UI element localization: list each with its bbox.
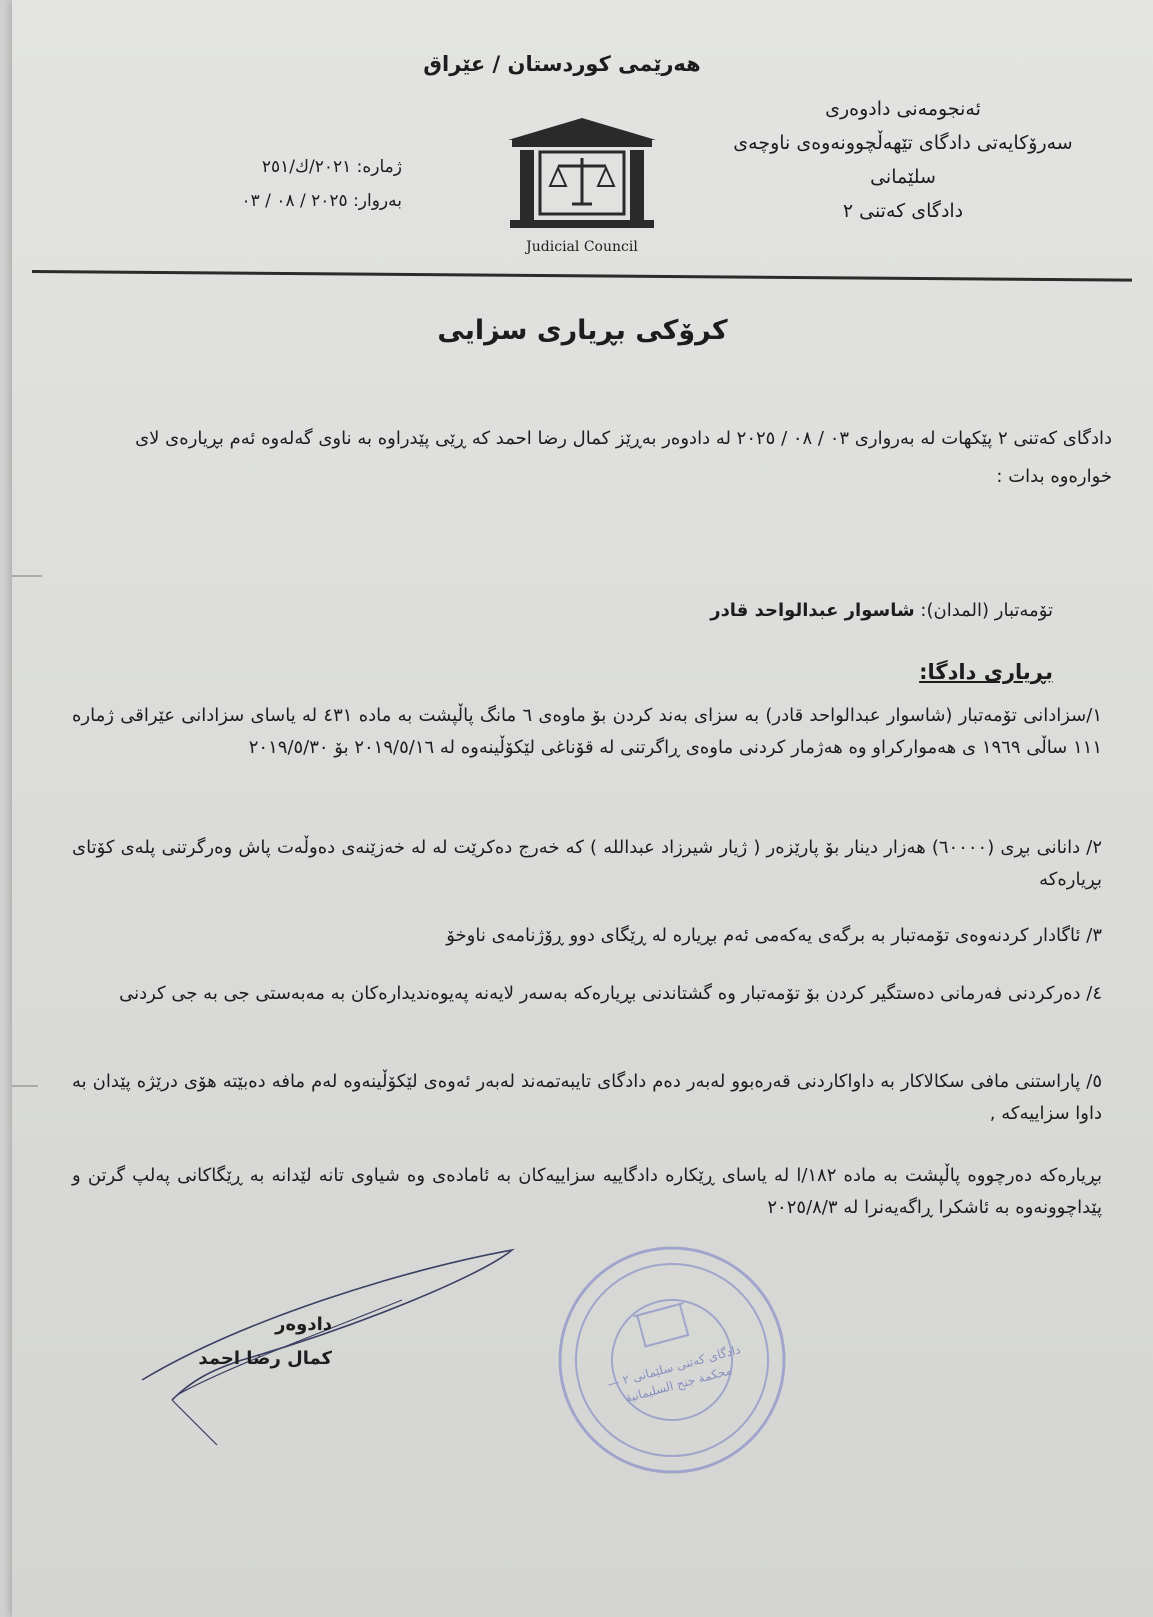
region-heading: هەرێمی کوردستان / عێراق — [423, 52, 701, 76]
judicial-council-emblem — [502, 112, 662, 262]
emblem-label: Judicial Council — [526, 239, 638, 255]
court-line-1: ئەنجومەنی دادوەری — [825, 98, 981, 120]
number-label: ژمارە: — [356, 157, 402, 177]
number-value: ٢٠٢١/ك/٢٥١ — [261, 157, 352, 177]
date-label: بەروار: — [353, 191, 402, 211]
document-title: کرۆکی بڕیاری سزایی — [437, 315, 728, 346]
reference-date — [142, 184, 402, 218]
verdict-item-5: ٥/ پاراستنی مافی سکالاکار بە داواکاردنی قەرەبوو لەبەر دەم دادگای تایبەتمەند لەبەر ئەوەی لێکۆڵینەوە لەم مافە دەبێتە هۆی درێژە پێدان بە داوا سزاییەکە , — [72, 1071, 1102, 1124]
court-line-4: دادگای کەتنی ٢ — [842, 200, 964, 222]
header-divider — [32, 270, 1132, 282]
judge-name: کمال رضا احمد — [198, 1348, 332, 1369]
closing-paragraph: بڕیارەکە دەرچووە پاڵپشت بە ماده ١٨٢/ا لە یاسای ڕێکارە دادگاییە سزاییەکان بە ئامادەی وە شیاوی تانە لێدانە بە ڕێگاکانی پەلپ گرتن و پێداچوونەوە بە ئاشکرا ڕاگەیەنرا لە ٢٠٢٥/٨/٣ — [72, 1165, 1102, 1218]
date-value: ٢٠٢٥ / ٠٨ / ٠٣ — [241, 191, 348, 211]
reference-number — [142, 150, 402, 184]
intro-paragraph: دادگای کەتنی ٢ پێکهات لە بەرواری ٠٣ / ٠٨ / ٢٠٢٥ لە دادوەر بەڕێز کمال رضا احمد کە ڕێی پێدراوە بە ناوی گەلەوە ئەم بڕیارەی لای خوارەوە بدات : — [135, 428, 1112, 487]
verdict-heading: بڕیاری دادگا: — [919, 660, 1053, 684]
court-heading — [693, 92, 1113, 228]
verdict-item-3: ٣/ ئاگادار کردنەوەی تۆمەتبار بە برگەی یەکەمی ئەم بڕیارە لە ڕێگای دوو ڕۆژنامەی ناوخۆ — [446, 925, 1102, 946]
court-seal-stamp — [525, 1213, 819, 1507]
court-line-3: سلێمانی — [870, 166, 936, 188]
accused-label: تۆمەتبار (المدان): — [920, 600, 1053, 621]
courthouse-scales-icon — [502, 112, 662, 237]
accused-line — [253, 600, 1053, 621]
accused-name: شاسوار عبدالواحد قادر — [710, 600, 915, 621]
stamp-text: دادگای کەتنی سلێمانی ٢ — محكمة جنح السليمانية — [605, 1342, 742, 1406]
verdict-item-4: ٤/ دەرکردنی فەرمانی دەستگیر کردن بۆ تۆمەتبار وە گشتاندنی بڕیارەکە بەسەر لایەنە پەیوەندیدارەکان بە مەبەستی جی بە جی کردنی — [119, 983, 1102, 1004]
verdict-item-1: ١/سزادانی تۆمەتبار (شاسوار عبدالواحد قادر) بە سزای بەند کردن بۆ ماوەی ٦ مانگ پاڵپشت بە ماده ٤٣١ لە یاسای سزادانی عێراقی ژمارە ١١١ ساڵی ١٩٦٩ ی هەموارکراو وە هەژمار کردنی ماوەی ڕاگرتنی لە قۆناغی لێکۆڵینەوە لە ٢٠١٩/٥/١٦ بۆ ٢٠١٩/٥/٣٠ — [72, 705, 1102, 758]
verdict-item-2: ٢/ دانانی بڕی (٦٠٠٠٠) هەزار دینار بۆ پارێزەر ( ژیار شیرزاد عبداللە ) کە خەرج دەکرێت لە لە خەزێنەی دەوڵەت پاش وەرگرتنی پلەی کۆتای بڕیارەکە — [72, 837, 1102, 890]
court-line-2: سەرۆکایەتی دادگای تێهەڵچوونەوەی ناوچەی — [733, 132, 1073, 154]
judge-block — [132, 1308, 332, 1376]
judge-title: دادوەر — [275, 1314, 332, 1335]
reference-block — [142, 150, 402, 218]
paper-edge-marks — [12, 0, 52, 1617]
document-page — [12, 0, 1153, 1617]
